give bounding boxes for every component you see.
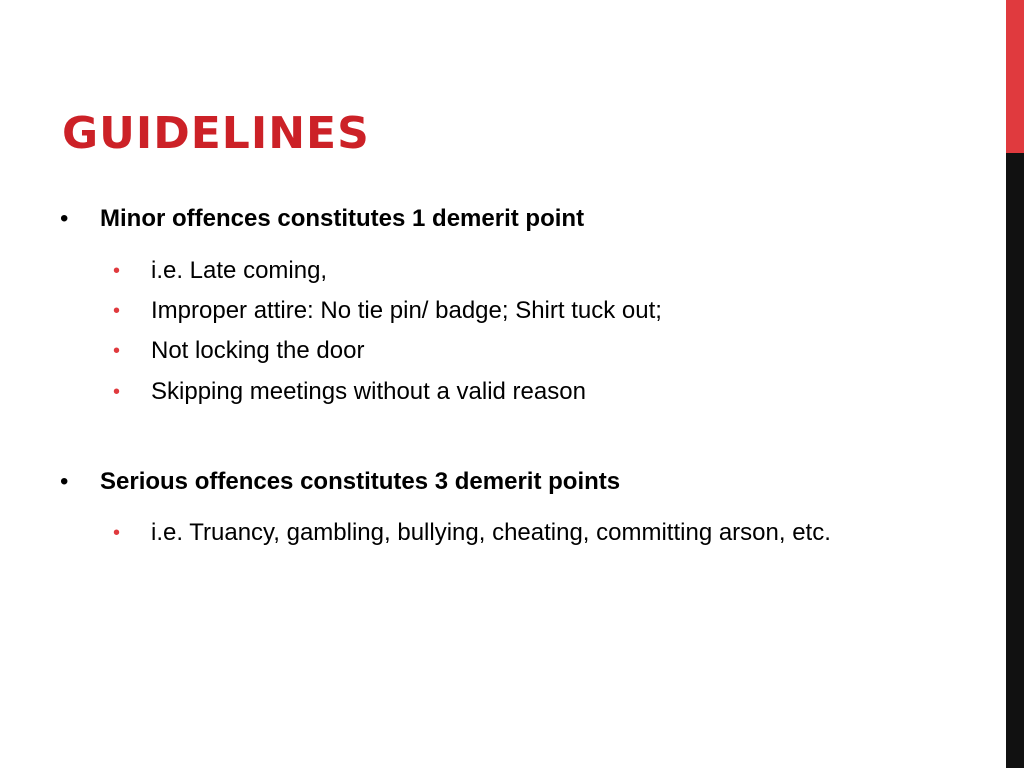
- list-item-text: i.e. Late coming,: [151, 257, 328, 284]
- list-item-text: Skipping meetings without a valid reason: [151, 378, 586, 405]
- list-item: [113, 294, 841, 328]
- bullet-icon: •: [113, 340, 121, 362]
- section-heading-minor: [60, 203, 585, 235]
- bullet-icon: •: [60, 205, 69, 232]
- list-item-text: i.e. Truancy, gambling, bullying, cheating, committing arson, etc.: [151, 519, 831, 546]
- bullet-icon: •: [113, 300, 121, 322]
- list-item: [113, 516, 841, 550]
- section-heading-text: Minor offences constitutes 1 demerit point: [100, 205, 585, 232]
- bullet-icon: •: [113, 381, 121, 403]
- list-item-text: Improper attire: No tie pin/ badge; Shirt tuck out;: [151, 297, 662, 324]
- list-item: [113, 334, 841, 368]
- list-item-text: Not locking the door: [151, 337, 365, 364]
- slide-title: GUIDELINES: [62, 108, 370, 159]
- bullet-icon: •: [113, 260, 121, 282]
- accent-bar-dark: [1006, 153, 1024, 768]
- list-item: [113, 254, 841, 288]
- accent-bar-red: [1006, 0, 1024, 153]
- list-item: [113, 375, 841, 409]
- bullet-icon: •: [60, 468, 69, 495]
- section-heading-serious: [60, 466, 621, 498]
- bullet-icon: •: [113, 522, 121, 544]
- section-heading-text: Serious offences constitutes 3 demerit points: [100, 468, 621, 495]
